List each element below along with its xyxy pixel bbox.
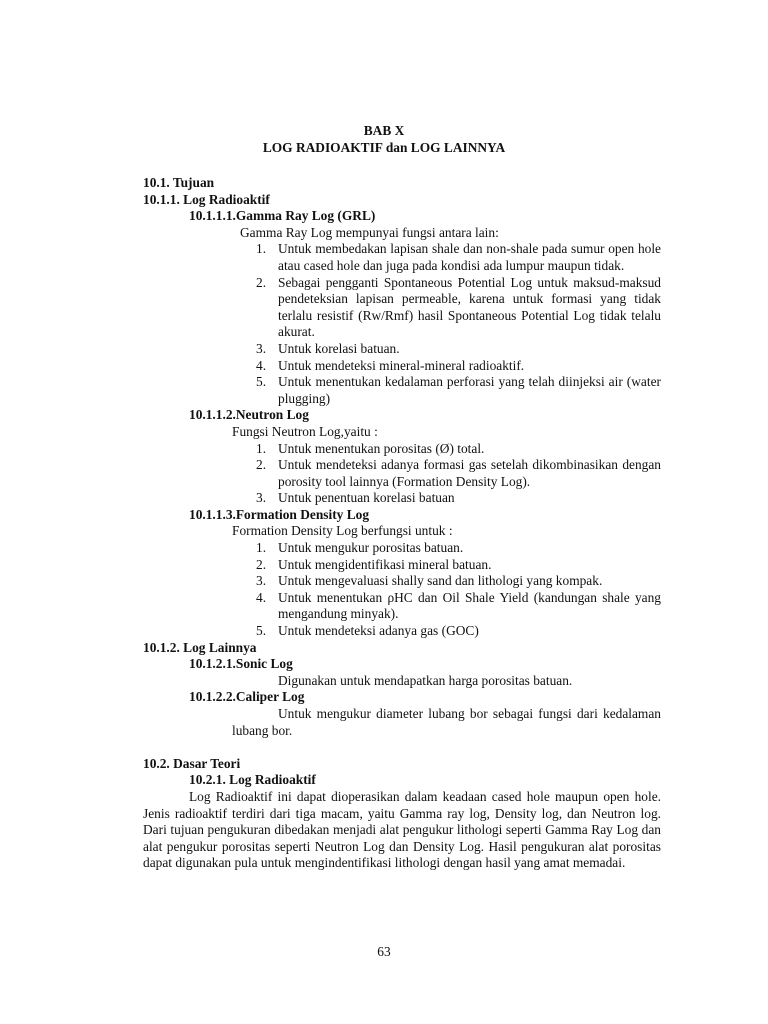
dasar-teori-text: Log Radioaktif ini dapat dioperasikan dalam keadaan cased hole maupun open hole. Jenis radioaktif terdiri dari tiga macam, yaitu Gamma ray log, Density log, dan Neutron log. Dari tujuan pengukuran dibedakan menjadi alat pengukur lithologi seperti Gamma Ray Log dan alat pengukur porositas seperti Neutron Log dan Density Log. Hasil pengukuran alat porositas dapat digunakan pula untuk mengindentifikasi lithologi dengan hasil yang amat memadai. bbox=[143, 788, 661, 871]
list-item bbox=[0, 457, 768, 490]
list-text: Untuk mendeteksi mineral-mineral radioaktif. bbox=[278, 357, 525, 373]
list-number: 3. bbox=[256, 490, 267, 506]
list-number: 3. bbox=[256, 340, 267, 356]
list-number: 1. bbox=[256, 440, 267, 456]
list-number: 1. bbox=[256, 540, 267, 556]
list-text: Untuk mengidentifikasi mineral batuan. bbox=[278, 556, 492, 572]
list-text: Untuk menentukan kedalaman perforasi yang telah diinjeksi air (water plugging) bbox=[278, 374, 661, 406]
list-text: Untuk penentuan korelasi batuan bbox=[278, 490, 455, 506]
list-number: 5. bbox=[256, 623, 267, 639]
list-item bbox=[0, 341, 768, 358]
list-number: 1. bbox=[256, 241, 267, 257]
list-item bbox=[0, 374, 768, 407]
list-number: 4. bbox=[256, 589, 267, 605]
list-text: Untuk membedakan lapisan shale dan non-shale pada sumur open hole atau cased hole dan juga pada kondisi ada lumpur maupun tidak. bbox=[278, 241, 661, 273]
list-item bbox=[0, 590, 768, 623]
list-item bbox=[0, 441, 768, 458]
section-gap bbox=[0, 739, 768, 756]
list-text: Untuk mendeteksi adanya formasi gas setelah dikombinasikan dengan porosity tool lainnya (Formation Density Log). bbox=[278, 457, 661, 489]
list-text: Untuk korelasi batuan. bbox=[278, 340, 400, 356]
list-item bbox=[0, 275, 768, 341]
list-number: 2. bbox=[256, 556, 267, 572]
list-text: Untuk mengukur porositas batuan. bbox=[278, 540, 464, 556]
caliper-paragraph bbox=[0, 706, 768, 739]
subsection-heading-log-radioaktif: 10.1.1. Log Radioaktif bbox=[143, 191, 270, 207]
chapter-number: BAB X bbox=[363, 123, 405, 138]
list-number: 3. bbox=[256, 573, 267, 589]
chapter-title: LOG RADIOAKTIF dan LOG LAINNYA bbox=[262, 139, 506, 155]
list-number: 4. bbox=[256, 357, 267, 373]
list-text: Untuk menentukan ρHC dan Oil Shale Yield (kandungan shale yang mengandung minyak). bbox=[278, 589, 661, 622]
list-item bbox=[0, 540, 768, 557]
density-intro: Formation Density Log berfungsi untuk : bbox=[232, 523, 453, 539]
list-text: Sebagai pengganti Spontaneous Potential Log untuk maksud-maksud pendeteksian lapisan permeable, karena untuk formasi yang tidak terlalu resistif (Rw/Rmf) hasil Spontaneous Potential Log tidak telalu akurat. bbox=[278, 274, 661, 340]
heading-neutron-log: 10.1.1.2.Neutron Log bbox=[189, 407, 309, 423]
document-body bbox=[0, 175, 768, 872]
list-item bbox=[0, 358, 768, 375]
grl-intro: Gamma Ray Log mempunyai fungsi antara lain: bbox=[240, 224, 499, 240]
heading-formation-density-log: 10.1.1.3.Formation Density Log bbox=[189, 506, 370, 522]
list-item bbox=[0, 557, 768, 574]
list-item bbox=[0, 573, 768, 590]
heading-sonic-log: 10.1.2.1.Sonic Log bbox=[189, 656, 293, 672]
heading-dasar-log-radioaktif: 10.2.1. Log Radioaktif bbox=[189, 772, 316, 788]
section-heading-tujuan: 10.1. Tujuan bbox=[143, 175, 215, 190]
neutron-intro: Fungsi Neutron Log,yaitu : bbox=[232, 423, 378, 439]
list-item bbox=[0, 490, 768, 507]
list-item bbox=[0, 623, 768, 640]
chapter-header bbox=[0, 123, 768, 156]
section-heading-dasar-teori: 10.2. Dasar Teori bbox=[143, 755, 241, 771]
grl-list bbox=[0, 241, 768, 407]
list-text: Untuk mendeteksi adanya gas (GOC) bbox=[278, 623, 479, 639]
list-number: 2. bbox=[256, 274, 267, 290]
list-text: Untuk mengevaluasi shally sand dan lithologi yang kompak. bbox=[278, 573, 603, 589]
page-number: 63 bbox=[377, 944, 391, 959]
subsection-heading-log-lainnya: 10.1.2. Log Lainnya bbox=[143, 639, 257, 655]
sonic-text: Digunakan untuk mendapatkan harga porositas batuan. bbox=[278, 672, 573, 688]
density-list bbox=[0, 540, 768, 640]
list-item bbox=[0, 241, 768, 274]
list-number: 2. bbox=[256, 457, 267, 473]
neutron-list bbox=[0, 441, 768, 507]
dasar-teori-paragraph bbox=[0, 789, 768, 872]
heading-caliper-log: 10.1.2.2.Caliper Log bbox=[189, 689, 305, 705]
heading-gamma-ray-log: 10.1.1.1.Gamma Ray Log (GRL) bbox=[189, 208, 376, 224]
list-number: 5. bbox=[256, 374, 267, 390]
list-text: Untuk menentukan porositas (Ø) total. bbox=[278, 440, 485, 456]
caliper-text: Untuk mengukur diameter lubang bor sebagai fungsi dari kedalaman lubang bor. bbox=[232, 706, 661, 738]
